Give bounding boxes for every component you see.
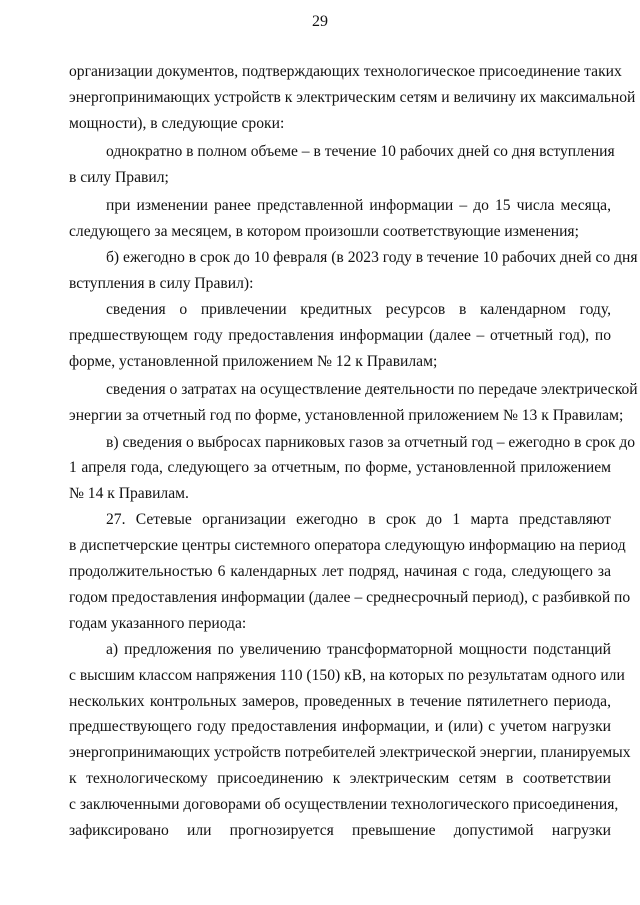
text-line: в силу Правил; — [69, 169, 169, 186]
text-line: энергии за отчетный год по форме, установленной приложением № 13 к Правилам; — [69, 407, 624, 424]
text-line: сведения о привлечении кредитных ресурсов в календарном году, — [106, 301, 611, 318]
text-line: нескольких контрольных замеров, проведенных в течение пятилетнего периода, — [69, 693, 611, 710]
text-line: следующего за месяцем, в котором произошли соответствующие изменения; — [69, 223, 579, 240]
text-line: энергопринимающих устройств потребителей электрической энергии, планируемых — [69, 744, 631, 761]
text-line: 27. Сетевые организации ежегодно в срок до 1 марта представляют — [106, 511, 611, 528]
text-line: энергопринимающих устройств к электрическим сетям и величину их максимальной — [69, 89, 636, 106]
text-line: 1 апреля года, следующего за отчетным, по форме, установленной приложением — [69, 459, 611, 476]
text-line: в) сведения о выбросах парниковых газов за отчетный год – ежегодно в срок до — [106, 434, 636, 451]
text-line: вступления в силу Правил): — [69, 275, 254, 292]
text-line: годам указанного периода: — [69, 615, 247, 632]
text-line: а) предложения по увеличению трансформаторной мощности подстанций — [106, 641, 611, 658]
text-line: № 14 к Правилам. — [69, 485, 189, 502]
text-line: форме, установленной приложением № 12 к Правилам; — [69, 353, 438, 370]
text-line: б) ежегодно в срок до 10 февраля (в 2023 году в течение 10 рабочих дней со дня — [106, 249, 638, 266]
page-number: 29 — [312, 13, 328, 30]
text-line: сведения о затратах на осуществление деятельности по передаче электрической — [106, 381, 638, 398]
text-line: с заключенными договорами об осуществлении технологического присоединения, — [69, 796, 619, 813]
text-line: организации документов, подтверждающих технологическое присоединение таких — [69, 63, 622, 80]
text-line: зафиксировано или прогнозируется превышение допустимой нагрузки — [69, 822, 611, 839]
text-line: однократно в полном объеме – в течение 10 рабочих дней со дня вступления — [106, 143, 615, 160]
text-line: при изменении ранее представленной информации – до 15 числа месяца, — [106, 197, 611, 214]
text-line: к технологическому присоединению к электрическим сетям в соответствии — [69, 770, 611, 787]
text-line: мощности), в следующие сроки: — [69, 115, 285, 132]
text-line: годом предоставления информации (далее – среднесрочный период), с разбивкой по — [69, 589, 631, 606]
text-line: предшествующего году предоставления информации, и (или) с учетом нагрузки — [69, 718, 611, 735]
text-line: с высшим классом напряжения 110 (150) кВ, на которых по результатам одного или — [69, 667, 625, 684]
text-line: продолжительностью 6 календарных лет подряд, начиная с года, следующего за — [69, 563, 611, 580]
text-line: предшествующем году предоставления информации (далее – отчетный год), по — [69, 327, 611, 344]
text-line: в диспетчерские центры системного оператора следующую информацию на период — [69, 537, 626, 554]
